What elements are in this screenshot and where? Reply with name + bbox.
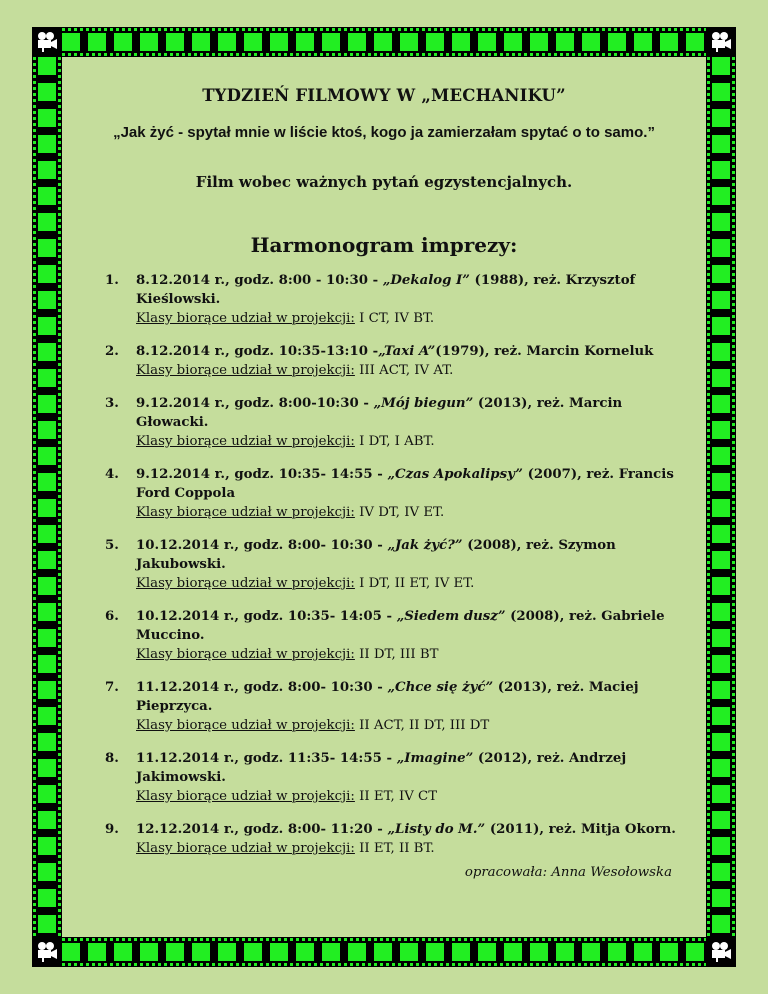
quote: „Jak żyć - spytał mnie w liście ktoś, kogo ja zamierzałam spytać o to samo.” [113, 124, 655, 141]
item-number: 2. [105, 344, 119, 359]
item-details: (2008), reż. Szymon Jakubowski. [136, 538, 616, 572]
schedule-item [106, 465, 696, 522]
item-title [136, 607, 696, 645]
item-number: 5. [105, 538, 119, 553]
item-title [136, 465, 696, 503]
item-date-time: 10.12.2014 r., godz. 10:35- 14:05 - [136, 609, 397, 624]
item-classes [136, 432, 696, 451]
classes-label: Klasy biorące udział w projekcji: [136, 841, 355, 856]
classes-value: II ET, IV CT [359, 789, 438, 804]
schedule-list [106, 271, 696, 858]
item-title [136, 394, 696, 432]
item-title [136, 749, 696, 787]
classes-value: I DT, II ET, IV ET. [359, 576, 475, 591]
classes-label: Klasy biorące udział w projekcji: [136, 434, 355, 449]
film-camera-icon [706, 27, 736, 57]
film-strip-right [706, 27, 736, 967]
classes-value: II ACT, II DT, III DT [359, 718, 490, 733]
schedule-item [106, 271, 696, 328]
schedule-item [106, 342, 696, 380]
film-title: „Siedem dusz” [396, 609, 506, 624]
item-number: 3. [105, 396, 119, 411]
item-classes [136, 645, 696, 664]
item-date-time: 8.12.2014 r., godz. 10:35-13:10 - [136, 344, 379, 359]
schedule-item [106, 749, 696, 806]
item-title [136, 820, 696, 839]
classes-label: Klasy biorące udział w projekcji: [136, 505, 355, 520]
item-title [136, 536, 696, 574]
item-classes [136, 716, 696, 735]
item-title [136, 271, 696, 309]
classes-value: II DT, III BT [359, 647, 439, 662]
schedule-item [106, 394, 696, 451]
schedule-item [106, 536, 696, 593]
item-number: 4. [105, 467, 119, 482]
item-classes [136, 503, 696, 522]
schedule-item [106, 820, 696, 858]
classes-value: II ET, II BT. [359, 841, 435, 856]
film-strip-left [32, 27, 62, 967]
item-number: 9. [105, 822, 119, 837]
film-camera-icon [32, 937, 62, 967]
item-details: (2013), reż. Maciej Pieprzyca. [136, 680, 639, 714]
item-classes [136, 309, 696, 328]
film-strip-bottom [32, 937, 736, 967]
item-title [136, 342, 696, 361]
classes-value: III ACT, IV AT. [359, 363, 454, 378]
schedule-item [106, 678, 696, 735]
item-number: 1. [105, 273, 119, 288]
item-number: 8. [105, 751, 119, 766]
item-classes [136, 839, 696, 858]
item-number: 7. [105, 680, 119, 695]
item-date-time: 10.12.2014 r., godz. 8:00- 10:30 - [136, 538, 388, 553]
film-title: „Czas Apokalipsy” [387, 467, 523, 482]
classes-label: Klasy biorące udział w projekcji: [136, 311, 355, 326]
classes-label: Klasy biorące udział w projekcji: [136, 647, 355, 662]
film-title: „Dekalog I” [382, 273, 470, 288]
film-title: „Imagine” [396, 751, 474, 766]
film-title: „Chce się żyć” [387, 680, 494, 695]
film-camera-icon [32, 27, 62, 57]
item-details: (2008), reż. Gabriele Muccino. [136, 609, 665, 643]
classes-label: Klasy biorące udział w projekcji: [136, 576, 355, 591]
item-details: (2011), reż. Mitja Okorn. [485, 822, 676, 837]
classes-label: Klasy biorące udział w projekcji: [136, 789, 355, 804]
film-camera-icon [706, 937, 736, 967]
item-details: (2012), reż. Andrzej Jakimowski. [136, 751, 627, 785]
item-date-time: 8.12.2014 r., godz. 8:00 - 10:30 - [136, 273, 383, 288]
film-strip-top [32, 27, 736, 57]
item-date-time: 9.12.2014 r., godz. 8:00-10:30 - [136, 396, 374, 411]
author-credit: opracowała: Anna Wesołowska [464, 865, 672, 880]
item-details: (1988), reż. Krzysztof Kieślowski. [136, 273, 636, 307]
subtitle: Film wobec ważnych pytań egzystencjalnych. [195, 173, 573, 191]
classes-value: I DT, I ABT. [359, 434, 435, 449]
item-classes [136, 361, 696, 380]
classes-value: I CT, IV BT. [359, 311, 435, 326]
item-number: 6. [105, 609, 119, 624]
item-classes [136, 787, 696, 806]
item-details: (1979), reż. Marcin Korneluk [435, 344, 654, 359]
classes-value: IV DT, IV ET. [359, 505, 445, 520]
item-classes [136, 574, 696, 593]
film-title: „Jak żyć?” [387, 538, 463, 553]
film-title: „Listy do M.” [387, 822, 486, 837]
item-title [136, 678, 696, 716]
page-title: TYDZIEŃ FILMOWY W „MECHANIKU” [202, 86, 566, 105]
classes-label: Klasy biorące udział w projekcji: [136, 363, 355, 378]
item-date-time: 11.12.2014 r., godz. 8:00- 10:30 - [136, 680, 388, 695]
film-title: „Taxi A” [378, 344, 436, 359]
item-details: (2007), reż. Francis Ford Coppola [136, 467, 674, 501]
item-date-time: 11.12.2014 r., godz. 11:35- 14:55 - [136, 751, 397, 766]
schedule-item [106, 607, 696, 664]
item-date-time: 9.12.2014 r., godz. 10:35- 14:55 - [136, 467, 388, 482]
classes-label: Klasy biorące udział w projekcji: [136, 718, 355, 733]
item-date-time: 12.12.2014 r., godz. 8:00- 11:20 - [136, 822, 388, 837]
film-title: „Mój biegun” [373, 396, 474, 411]
schedule-heading: Harmonogram imprezy: [250, 233, 518, 257]
item-details: (2013), reż. Marcin Głowacki. [136, 396, 623, 430]
